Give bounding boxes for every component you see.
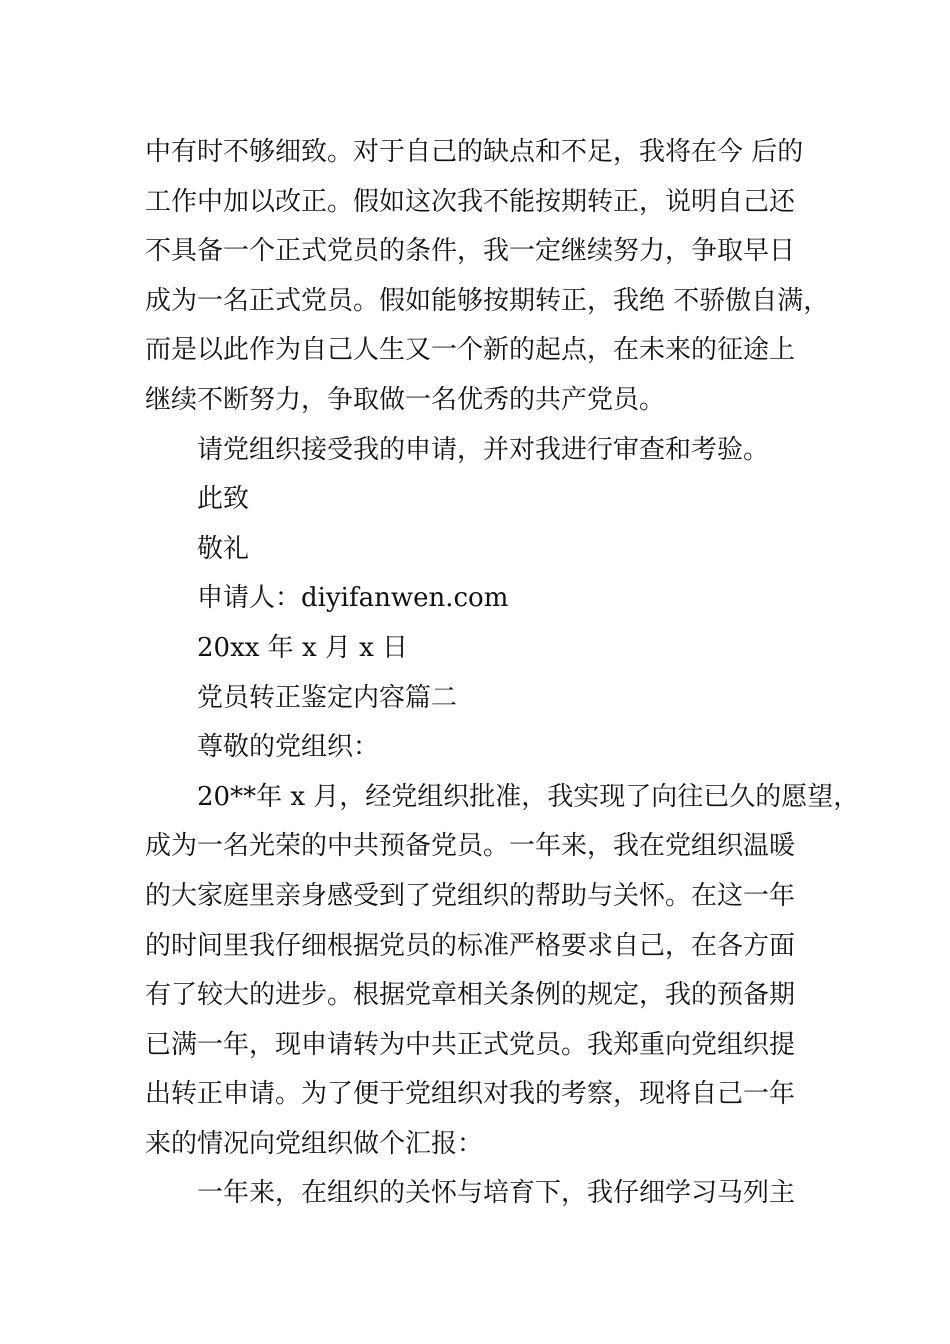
text-line: 的大家庭里亲身感受到了党组织的帮助与关怀。在这一年 <box>145 880 796 911</box>
text-line: 已满一年，现申请转为中共正式党员。我郑重向党组织提 <box>145 1029 796 1060</box>
text-line: 中有时不够细致。对于自己的缺点和不足，我将在今 后的 <box>145 137 804 167</box>
document-body <box>145 128 860 1219</box>
text-line: 来的情况向党组织做个汇报： <box>145 1128 484 1159</box>
text-line: 申请人：diyifanwen.com <box>197 583 509 614</box>
text-line: 成为一名光荣的中共预备党员。一年来，我在党组织温暖 <box>145 831 796 862</box>
text-line: 有了较大的进步。根据党章相关条例的规定，我的预备期 <box>145 980 796 1011</box>
text-line: 20xx 年 x 月 x 日 <box>197 632 409 663</box>
text-line: 而是以此作为自己人生又一个新的起点，在未来的征途上 <box>145 335 796 366</box>
text-line: 20**年 x 月，经党组织批准，我实现了向往已久的愿望， <box>197 781 860 812</box>
text-line: 请党组织接受我的申请，并对我进行审查和考验。 <box>197 434 770 465</box>
text-line: 敬礼 <box>197 533 250 564</box>
text-line: 尊敬的党组织： <box>197 732 380 763</box>
text-line: 成为一名正式党员。假如能够按期转正，我绝 不骄傲自满， <box>145 285 830 316</box>
text-line: 不具备一个正式党员的条件，我一定继续努力，争取早日 <box>145 236 796 267</box>
text-line: 此致 <box>197 484 250 515</box>
text-line: 党员转正鉴定内容篇二 <box>197 682 458 713</box>
text-line: 出转正申请。为了便于党组织对我的考察，现将自己一年 <box>145 1079 796 1110</box>
text-line: 一年来，在组织的关怀与培育下，我仔细学习马列主 <box>197 1178 796 1209</box>
text-line: 的时间里我仔细根据党员的标准严格要求自己，在各方面 <box>145 930 796 961</box>
text-line: 继续不断努力，争取做一名优秀的共产党员。 <box>145 384 666 415</box>
text-line: 工作中加以改正。假如这次我不能按期转正，说明自己还 <box>145 186 796 217</box>
